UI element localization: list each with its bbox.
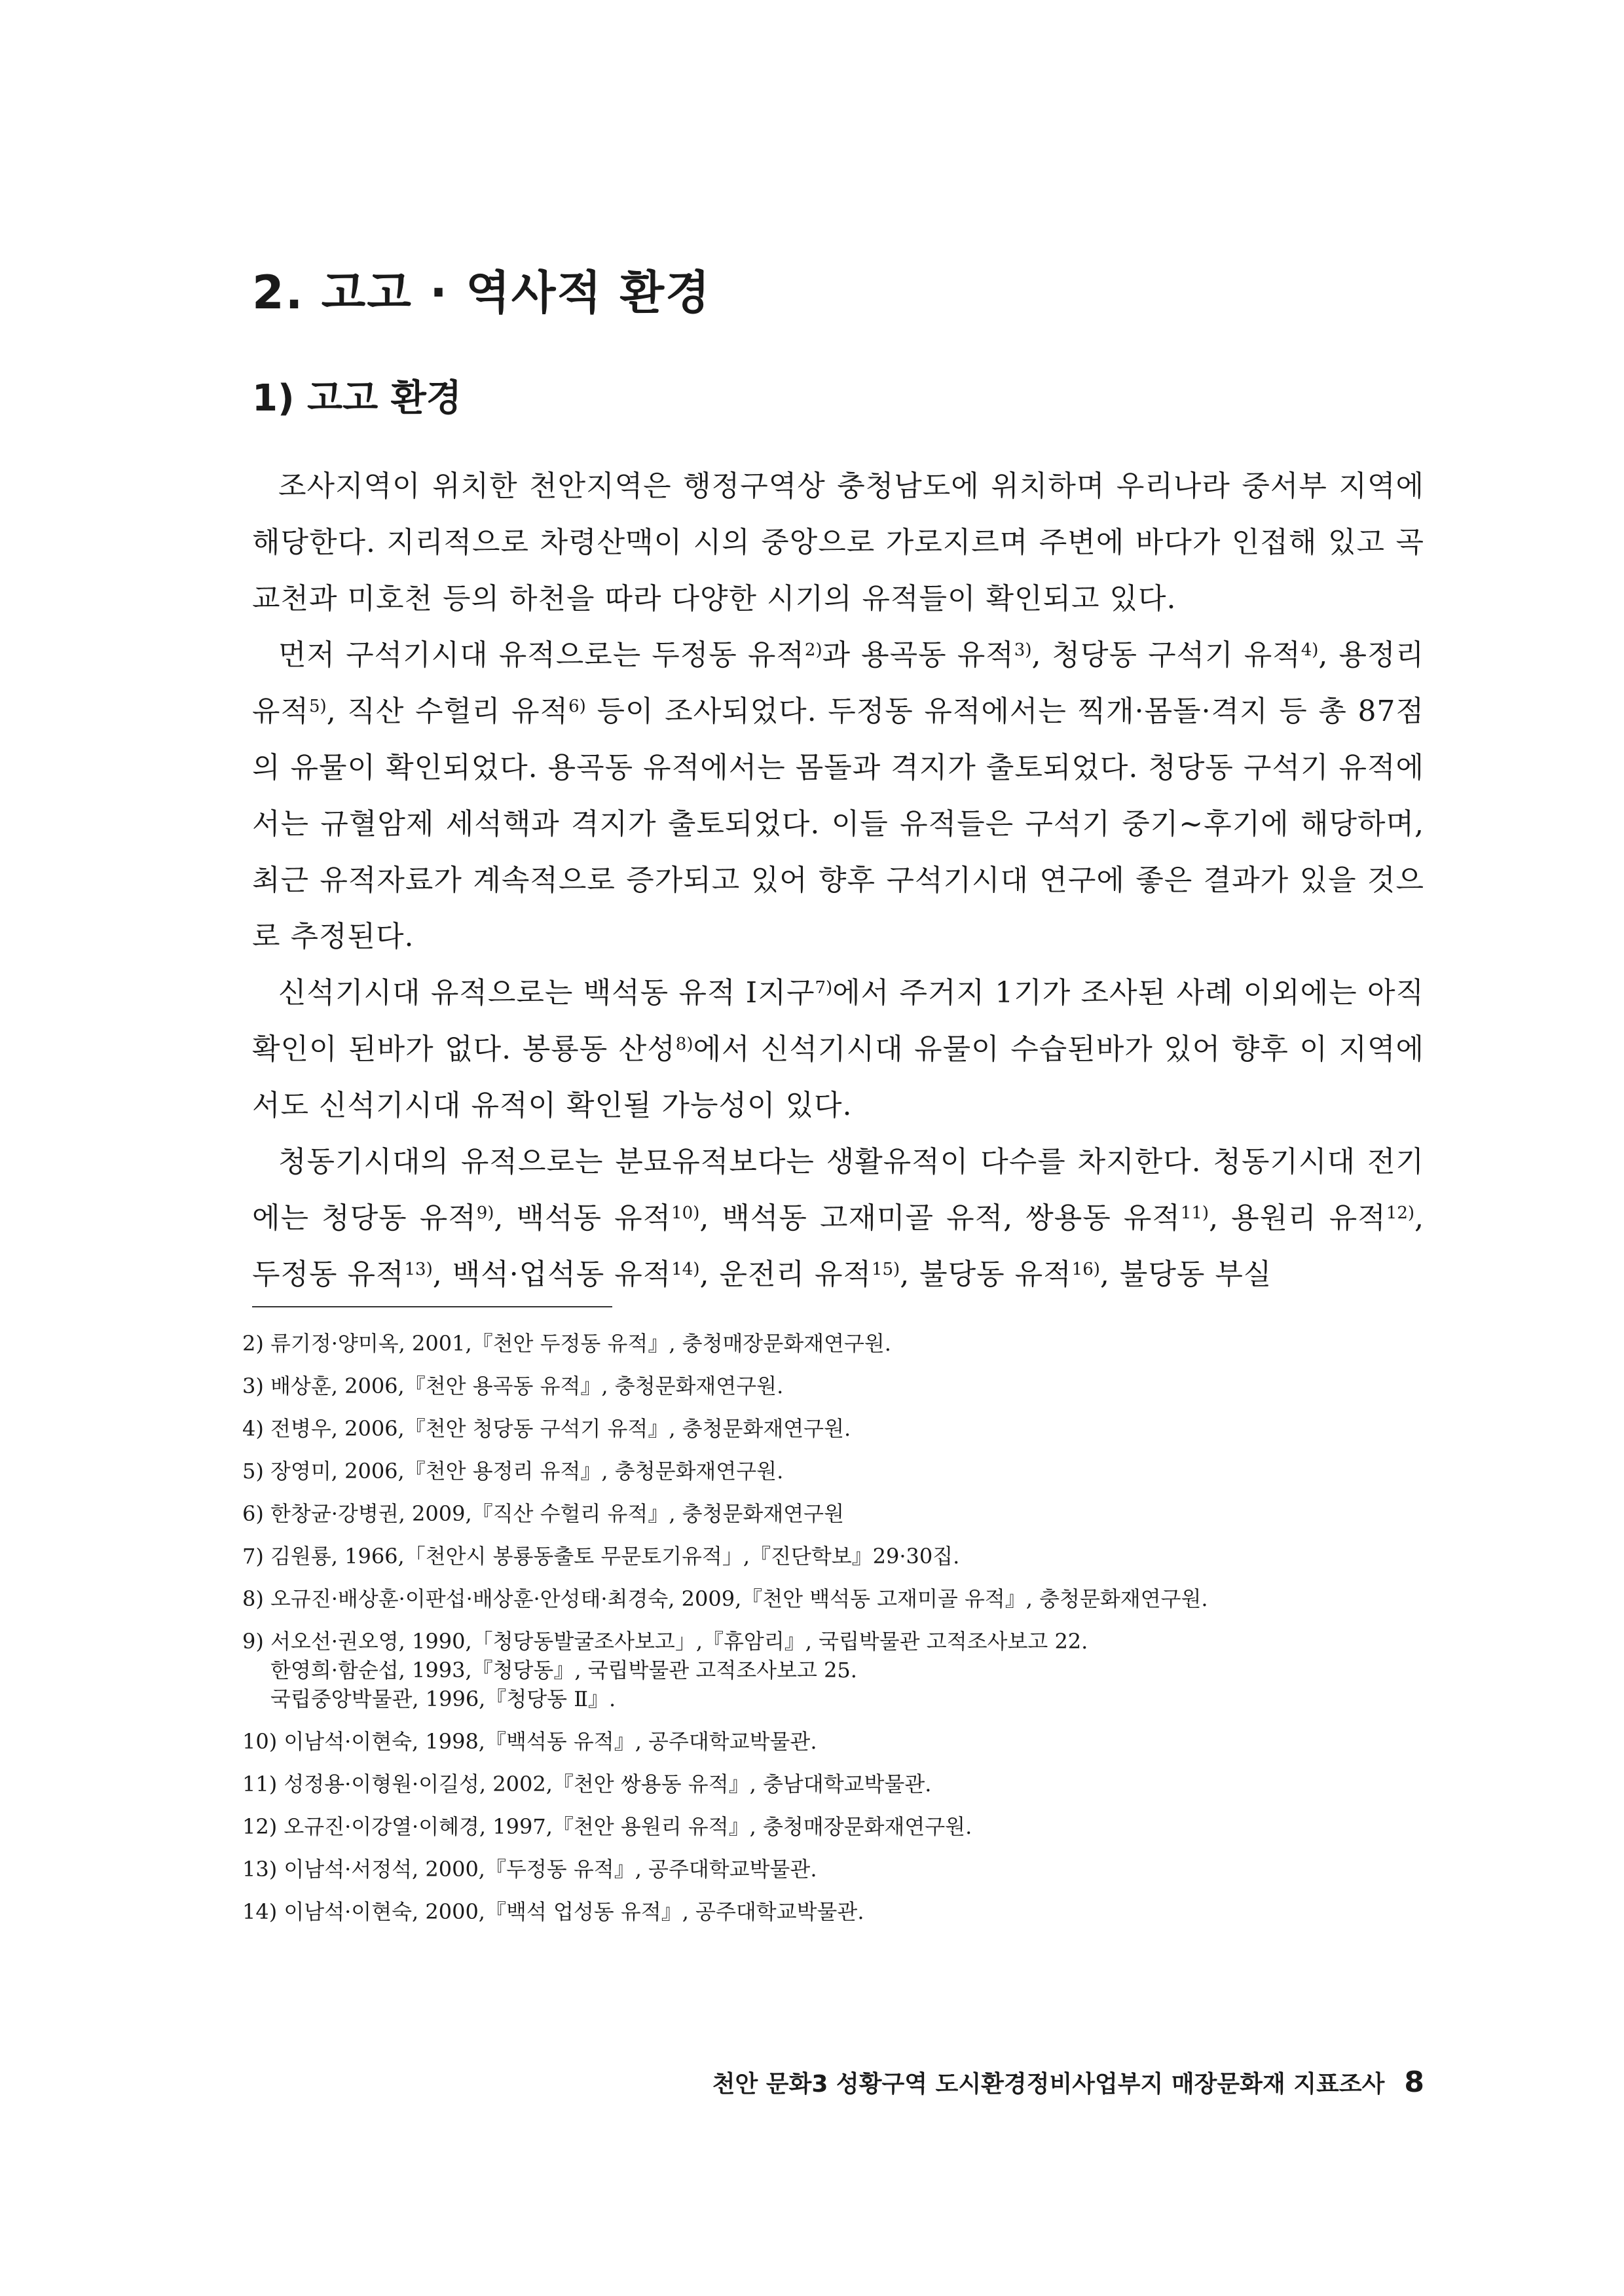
footnote-item xyxy=(242,1812,1441,1841)
paragraph-1: 조사지역이 위치한 천안지역은 행정구역상 충청남도에 위치하며 우리나라 중서부 지역에 해당한다. 지리적으로 차령산맥이 시의 중앙으로 가로지르며 주변에 바다가 인접해 있고 곡교천과 미호천 등의 하천을 따라 다양한 시기의 유적들이 확인되고 있다. xyxy=(252,469,1424,615)
footer-title: 천안 문화3 성황구역 도시환경정비사업부지 매장문화재 지표조사 xyxy=(712,2071,1385,2098)
footnote-line: 오규진·배상훈·이판섭·배상훈·안성태·최경숙, 2009,『천안 백석동 고재미골 유적』, 충청문화재연구원. xyxy=(270,1586,1208,1611)
footnote-text xyxy=(284,1812,1441,1841)
text-run: , 운전리 유적 xyxy=(699,1258,872,1291)
text-run: 에서 신석기시대 유물이 수습된바가 있어 향후 이 지역에서도 신석기시대 유적이 확인될 가능성이 있다. xyxy=(252,1032,1425,1122)
footnote-ref[interactable]: 16) xyxy=(1071,1260,1100,1279)
footnote-text xyxy=(270,1457,1441,1485)
footnote-ref[interactable]: 5) xyxy=(309,697,327,716)
footnote-ref[interactable]: 12) xyxy=(1386,1203,1415,1223)
footnote-text xyxy=(270,1627,1441,1713)
footnote-item xyxy=(242,1727,1441,1756)
footnote-ref[interactable]: 11) xyxy=(1180,1203,1209,1223)
text-run: , 불당동 유적 xyxy=(900,1258,1072,1291)
footnote-line: 서오선·권오영, 1990,「청당동발굴조사보고」,『휴암리』, 국립박물관 고적조사보고 22. xyxy=(270,1629,1088,1654)
footnote-line: 이남석·서정석, 2000,『두정동 유적』, 공주대학교박물관. xyxy=(284,1857,817,1882)
footnote-line: 전병우, 2006,『천안 청당동 구석기 유적』, 충청문화재연구원. xyxy=(270,1416,851,1441)
text-run: , 백석·업석동 유적 xyxy=(432,1258,672,1291)
paragraph-3 xyxy=(252,965,1424,1134)
body-text xyxy=(252,458,1424,1303)
footnote-number: 2) xyxy=(242,1331,264,1356)
footnote-number: 11) xyxy=(242,1772,278,1796)
text-run: , 용정리 유적 xyxy=(252,638,1425,728)
footnote-ref[interactable]: 4) xyxy=(1301,640,1319,660)
footnote-number: 5) xyxy=(242,1459,264,1484)
footnote-text xyxy=(270,1542,1441,1571)
text-run: 등이 조사되었다. 두정동 유적에서는 찍개·몸돌·격지 등 총 87점의 유물이 확인되었다. 용곡동 유적에서는 몸돌과 격지가 출토되었다. 청당동 구석기 유적에서는 규혈암제 세석핵과 격지가 출토되었다. 이들 유적들은 구석기 중기~후기에 해당하며, 최근 유적자료가 계속적으로 증가되고 있어 향후 구석기시대 연구에 좋은 결과가 있을 것으로 추정된다. xyxy=(252,695,1424,953)
footnote-line: 장영미, 2006,『천안 용정리 유적』, 충청문화재연구원. xyxy=(270,1459,784,1484)
footnote-item xyxy=(242,1329,1441,1358)
footnote-number: 12) xyxy=(242,1814,278,1839)
text-run: 먼저 구석기시대 유적으로는 두정동 유적 xyxy=(278,638,805,672)
footnote-ref[interactable]: 10) xyxy=(671,1203,700,1223)
page-footer xyxy=(635,2066,1424,2099)
footnote-number: 4) xyxy=(242,1416,264,1441)
footnote-ref[interactable]: 8) xyxy=(675,1034,693,1054)
footnote-item xyxy=(242,1770,1441,1798)
footnote-ref[interactable]: 14) xyxy=(671,1260,700,1279)
footnote-number: 10) xyxy=(242,1729,278,1754)
footnote-line: 이남석·이현숙, 1998,『백석동 유적』, 공주대학교박물관. xyxy=(284,1729,817,1754)
footnote-text xyxy=(270,1329,1441,1358)
text-run: , 백석동 고재미골 유적, 쌍용동 유적 xyxy=(699,1201,1181,1235)
text-run: 신석기시대 유적으로는 백석동 유적 Ⅰ지구 xyxy=(278,976,815,1010)
footnote-text xyxy=(284,1770,1441,1798)
footnote-line: 류기정·양미옥, 2001,『천안 두정동 유적』, 충청매장문화재연구원. xyxy=(270,1331,891,1356)
footnote-item xyxy=(242,1499,1441,1528)
footnote-divider xyxy=(252,1306,612,1307)
text-run: , 불당동 부실 xyxy=(1099,1258,1272,1291)
text-run: , 용원리 유적 xyxy=(1209,1201,1386,1235)
footnote-ref[interactable]: 6) xyxy=(568,697,586,716)
paragraph-4 xyxy=(252,1134,1424,1303)
footnote-line: 배상훈, 2006,『천안 용곡동 유적』, 충청문화재연구원. xyxy=(270,1374,784,1398)
footnote-text xyxy=(270,1584,1441,1613)
footnote-text xyxy=(284,1727,1441,1756)
footnote-ref[interactable]: 15) xyxy=(871,1260,900,1279)
text-run: , 백석동 유적 xyxy=(494,1201,672,1235)
footnote-text xyxy=(284,1897,1441,1926)
footnote-line: 이남석·이현숙, 2000,『백석 업성동 유적』, 공주대학교박물관. xyxy=(284,1899,864,1924)
footnote-item xyxy=(242,1414,1441,1443)
footnote-item xyxy=(242,1542,1441,1571)
footnote-ref[interactable]: 2) xyxy=(804,640,822,660)
text-run: , 두정동 유적 xyxy=(252,1201,1425,1291)
footnote-number: 8) xyxy=(242,1586,264,1611)
footnote-line: 국립중앙박물관, 1996,『청당동 Ⅱ』. xyxy=(270,1686,616,1711)
text-run: 과 용곡동 유적 xyxy=(822,638,1014,672)
footnote-ref[interactable]: 9) xyxy=(476,1203,494,1223)
footnote-line: 한영희·함순섭, 1993,『청당동』, 국립박물관 고적조사보고 25. xyxy=(270,1658,857,1683)
section-title: 2. 고고 · 역사적 환경 xyxy=(252,266,711,319)
footnote-line: 성정용·이형원·이길성, 2002,『천안 쌍용동 유적』, 충남대학교박물관. xyxy=(284,1772,932,1796)
subsection-title: 1) 고고 환경 xyxy=(252,377,462,420)
footnote-item xyxy=(242,1584,1441,1613)
footnote-number: 13) xyxy=(242,1857,278,1882)
footnote-item xyxy=(242,1457,1441,1485)
text-run: 에서 주거지 1기가 조사된 사례 이외에는 아직 확인이 된바가 없다. 봉룡동 산성 xyxy=(252,976,1424,1066)
footnote-ref[interactable]: 3) xyxy=(1014,640,1032,660)
footnote-number: 3) xyxy=(242,1374,264,1398)
text-run: , 직산 수헐리 유적 xyxy=(326,695,569,728)
paragraph-2 xyxy=(252,627,1424,965)
footnote-text xyxy=(270,1372,1441,1400)
footnote-number: 9) xyxy=(242,1629,264,1654)
text-run: , 청당동 구석기 유적 xyxy=(1031,638,1301,672)
footnotes xyxy=(242,1329,1441,1940)
footnote-item xyxy=(242,1627,1441,1713)
footnote-number: 7) xyxy=(242,1544,264,1569)
footnote-item xyxy=(242,1897,1441,1926)
page-number: 8 xyxy=(1404,2066,1424,2099)
footnote-text xyxy=(270,1414,1441,1443)
footnote-ref[interactable]: 7) xyxy=(815,978,833,998)
footnote-text xyxy=(270,1499,1441,1528)
footnote-line: 김원룡, 1966,「천안시 봉룡동출토 무문토기유적」,『진단학보』29·30집. xyxy=(270,1544,960,1569)
footnote-number: 14) xyxy=(242,1899,278,1924)
footnote-number: 6) xyxy=(242,1501,264,1526)
footnote-line: 한창균·강병권, 2009,『직산 수헐리 유적』, 충청문화재연구원 xyxy=(270,1501,844,1526)
text-run: 청동기시대의 유적으로는 분묘유적보다는 생활유적이 다수를 차지한다. 청동기시대 전기에는 청당동 유적 xyxy=(252,1145,1424,1235)
footnote-item xyxy=(242,1855,1441,1884)
footnote-item xyxy=(242,1372,1441,1400)
footnote-text xyxy=(284,1855,1441,1884)
footnote-line: 오규진·이강열·이혜경, 1997,『천안 용원리 유적』, 충청매장문화재연구원. xyxy=(284,1814,972,1839)
footnote-ref[interactable]: 13) xyxy=(404,1260,433,1279)
